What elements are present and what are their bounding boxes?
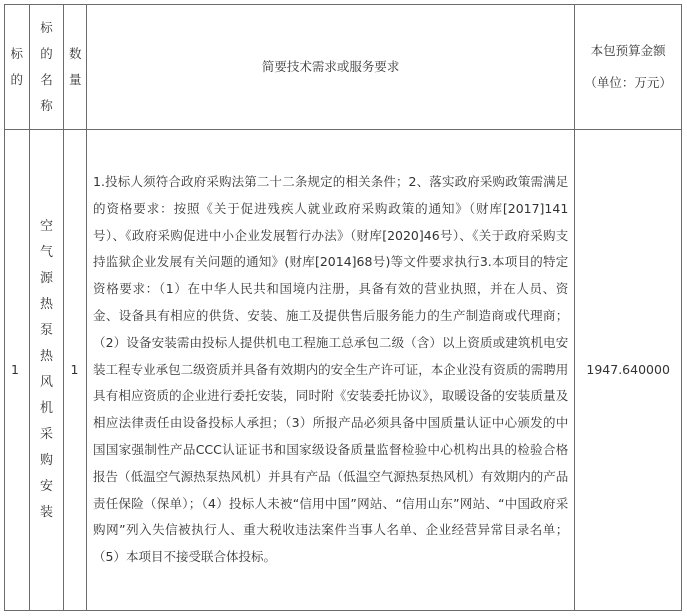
row-budget-cell [575,130,682,611]
row-name-cell [29,130,64,611]
row-budget-amount: 1947.640000 [586,362,670,377]
header-cell-qty [64,5,87,130]
row-requirements-text: 1.投标人须符合政府采购法第二十二条规定的相关条件；2、落实政府采购政策需满足的资格要求：按照《关于促进残疾人就业政府采购政策的通知》（财库[2017]141号）、《政府采购促进中小企业发展暂行办法》（财库[2020]46号）、《关于政府采购支持监狱企业发展有关问题的通知》(财库[2014]68号)等文件要求执行3.本项目的特定资格要求：（1）在中华人民共和国境内注册，具备有效的营业执照，并在人员、资金、设备具有相应的供货、安装、施工及提供售后服务能力的生产制造商或代理商；（2）设备安装需由投标人提供机电工程施工总承包二级（含）以上资质或建筑机电安装工程专业承包二级资质并具备有效期内的安全生产许可证，本企业没有资质的需聘用具有相应资质的企业进行委托安装，同时附《安装委托协议》，取暖设备的安装质量及相应法律责任由设备投标人承担；（3）所报产品必须具备中国质量认证中心颁发的中国国家强制性产品CCC认证证书和国家级设备质量监督检验中心机构出具的检验合格报告（低温空气源热泵热风机）并具有产品（低温空气源热泵热风机）有效期内的产品责任保险（保单）；（4）投标人未被“信用中国”网站、“信用山东”网站、“中国政府采购网”列入失信被执行人、重大税收违法案件当事人名单、企业经营异常目录名单；（5）本项目不接受联合体投标。 [93,174,569,565]
row-index: 1 [11,362,19,377]
header-cell-budget [575,5,682,130]
row-qty-cell [64,130,87,611]
row-qty: 1 [70,362,79,377]
header-index-label: 标的 [10,46,24,87]
header-cell-requirements [87,5,575,130]
row-requirements-cell [87,130,575,611]
row-item-name: 空气源热泵热风机采购安装 [40,219,54,520]
header-requirements-label: 简要技术需求或服务要求 [261,59,400,74]
header-cell-index [5,5,30,130]
header-name-label: 标的名称 [40,20,53,113]
table-header-row [5,5,682,130]
header-cell-name [29,5,64,130]
header-budget-label: 本包预算金额（单位：万元） [584,43,672,90]
procurement-table [4,4,682,611]
table-row [5,130,682,611]
row-index-cell [5,130,30,611]
header-qty-label: 数量 [69,46,82,87]
